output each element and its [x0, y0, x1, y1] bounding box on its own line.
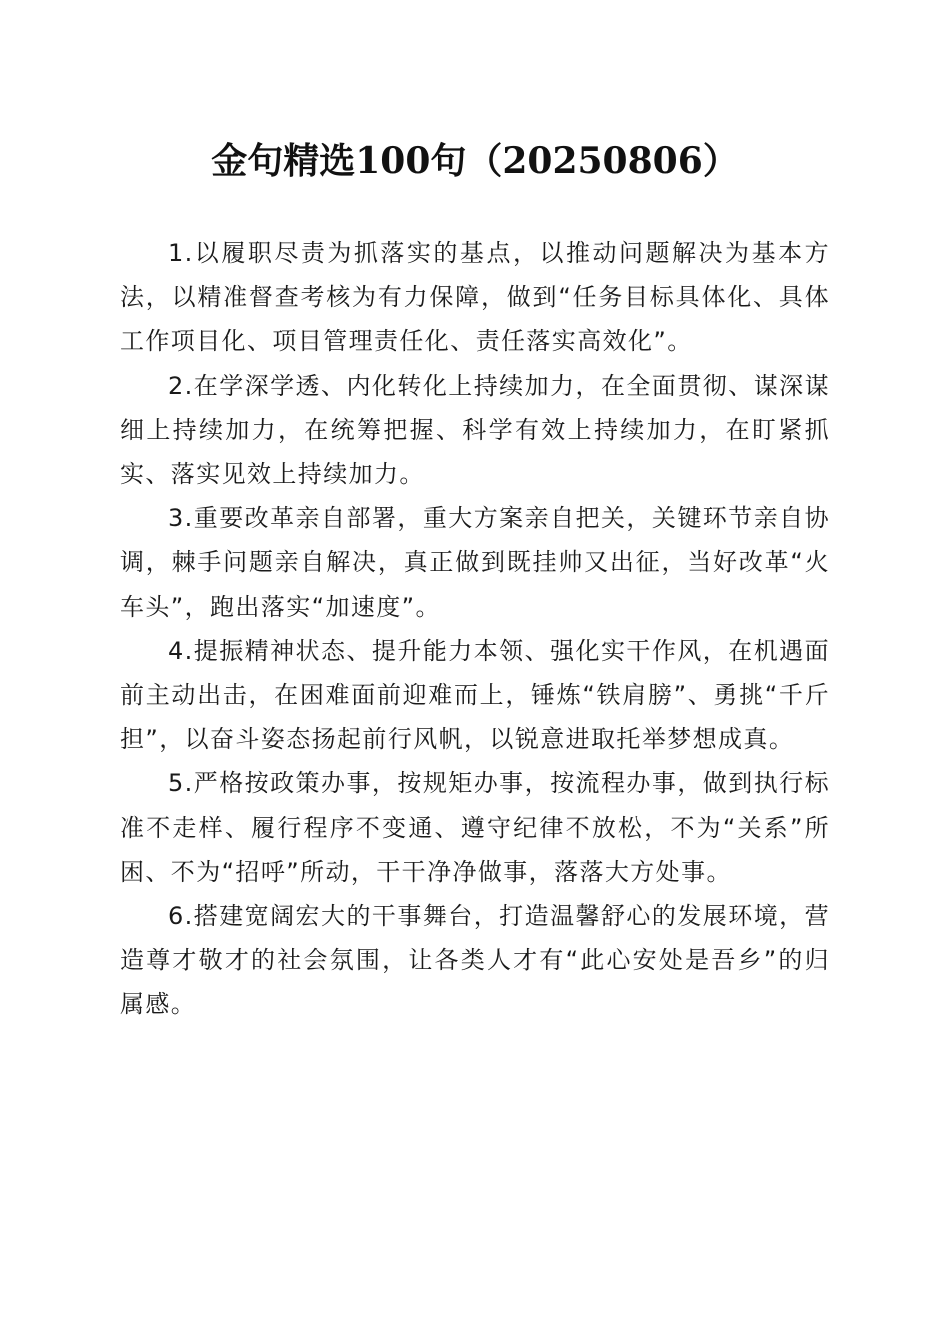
paragraph-1: 1.以履职尽责为抓落实的基点，以推动问题解决为基本方法，以精准督查考核为有力保障，做到“任务目标具体化、具体工作项目化、项目管理责任化、责任落实高效化”。: [120, 239, 830, 356]
paragraph-4: 4.提振精神状态、提升能力本领、强化实干作风，在机遇面前主动出击，在困难面前迎难而上，锤炼“铁肩膀”、勇挑“千斤担”，以奋斗姿态扬起前行风帆，以锐意进取托举梦想成真。: [120, 636, 830, 754]
paragraph-3: 3.重要改革亲自部署，重大方案亲自把关，关键环节亲自协调，棘手问题亲自解决，真正做到既挂帅又出征，当好改革“火车头”，跑出落实“加速度”。: [120, 504, 830, 621]
document-title: 金句精选100句（20250806）: [211, 140, 739, 182]
paragraph-5: 5.严格按政策办事，按规矩办事，按流程办事，做到执行标准不走样、履行程序不变通、遵守纪律不放松，不为“关系”所困、不为“招呼”所动，干干净净做事，落落大方处事。: [120, 769, 830, 886]
paragraph-2: 2.在学深学透、内化转化上持续加力，在全面贯彻、谋深谋细上持续加力，在统筹把握、科学有效上持续加力，在盯紧抓实、落实见效上持续加力。: [120, 371, 830, 489]
paragraph-6: 6.搭建宽阔宏大的干事舞台，打造温馨舒心的发展环境，营造尊才敬才的社会氛围，让各类人才有“此心安处是吾乡”的归属感。: [120, 902, 830, 1019]
document-body: [120, 231, 830, 1027]
